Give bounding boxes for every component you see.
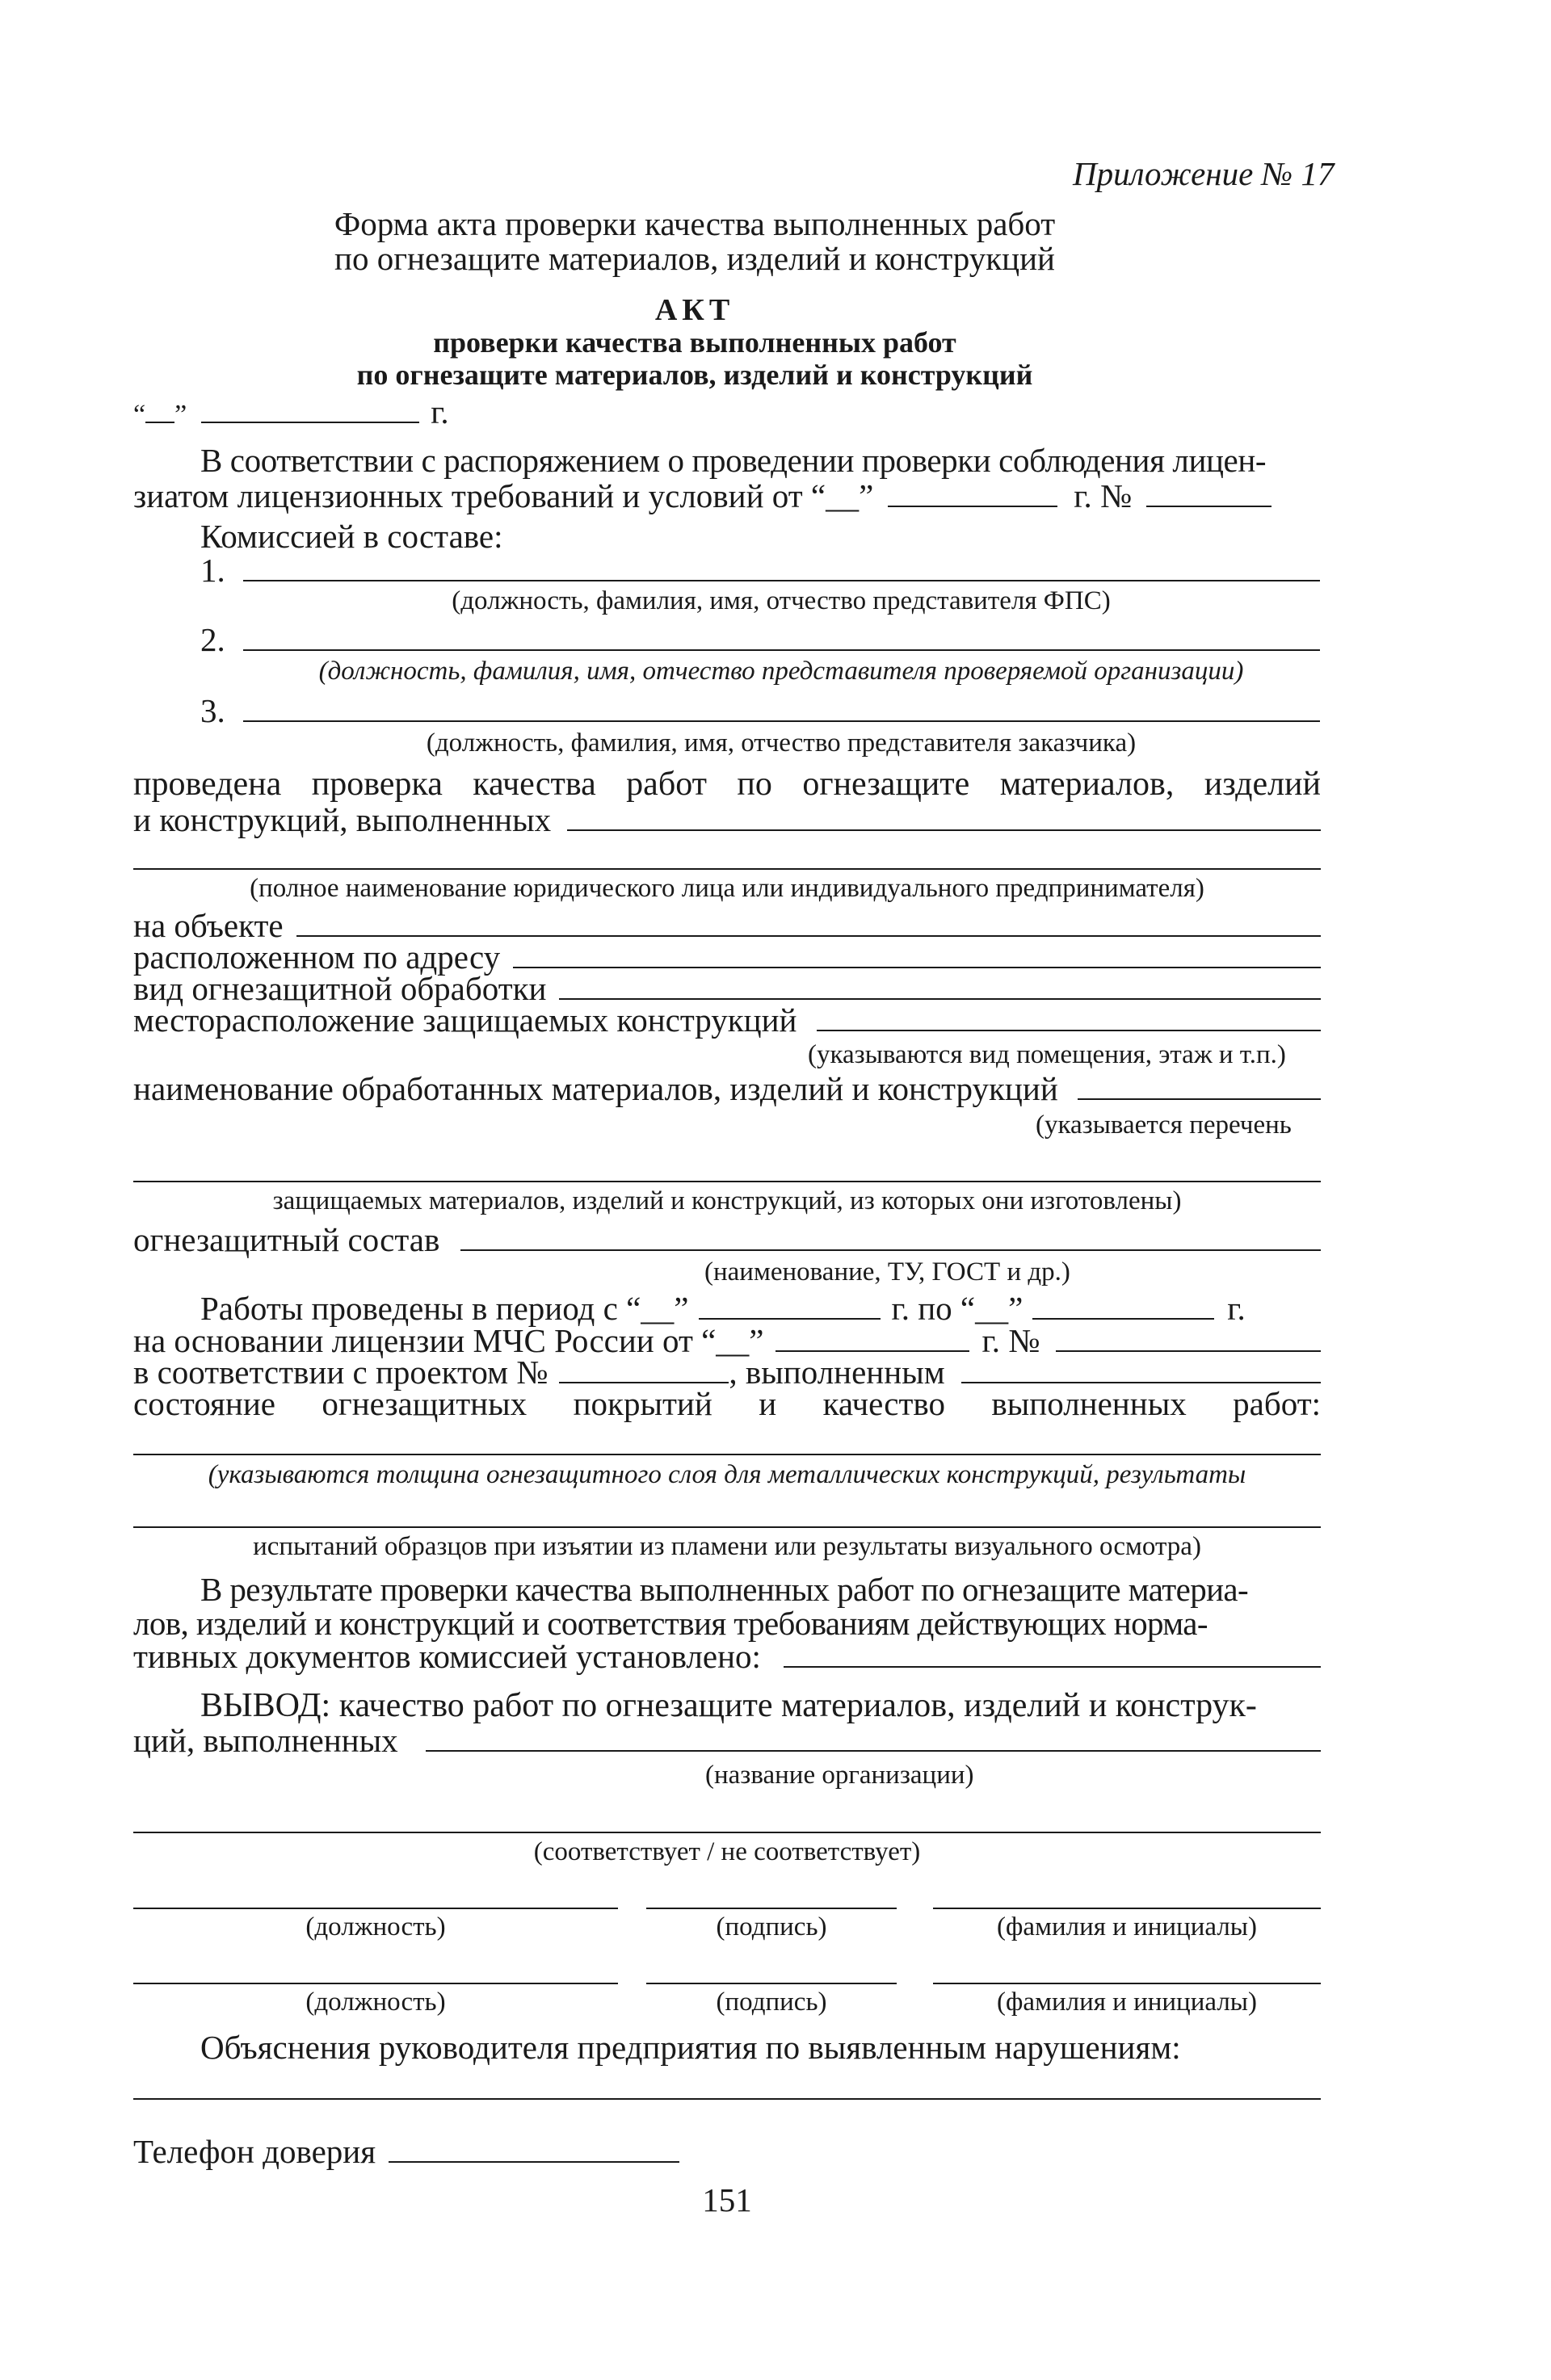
coating-state-caption-1: (указываются толщина огнезащитного слоя для металлических конструкций, результаты <box>208 1460 1246 1489</box>
address-field[interactable] <box>513 939 1321 968</box>
result-line-3 <box>133 1639 1321 1675</box>
member-1-field[interactable] <box>243 552 1320 581</box>
commission-member-2 <box>200 622 1320 658</box>
materials-field[interactable] <box>1078 1071 1321 1100</box>
member-2-field[interactable] <box>243 622 1320 651</box>
intro-line-2 <box>133 478 1321 514</box>
member-3-field[interactable] <box>243 693 1320 722</box>
member-2-caption: (должность, фамилия, имя, отчество представителя проверяемой организации) <box>318 657 1244 686</box>
composition-label: огнезащитный состав <box>133 1221 440 1258</box>
conclusion-org-field[interactable] <box>426 1723 1321 1752</box>
signature-1-position-field[interactable] <box>133 1908 618 1909</box>
inspection-line-1: проведена проверка качества работ по огнезащите материалов, изделий <box>133 766 1321 803</box>
license-date-field[interactable] <box>776 1323 969 1352</box>
location-label: месторасположение защищаемых конструкций <box>133 1001 797 1039</box>
signature-1-name-field[interactable] <box>933 1908 1321 1909</box>
commission-label: Комиссией в составе: <box>200 518 503 555</box>
object-label: на объекте <box>133 907 284 944</box>
license-number-field[interactable] <box>1056 1323 1321 1352</box>
date-open-quote: “ <box>133 400 146 430</box>
contractor-field-2[interactable] <box>133 868 1321 870</box>
hotline-row <box>133 2134 679 2170</box>
order-number-label: г. № <box>1074 477 1133 514</box>
result-line-3-text: тивных документов комиссией установлено: <box>133 1638 761 1675</box>
location-row <box>133 1002 1321 1039</box>
order-number-field[interactable] <box>1146 478 1271 507</box>
object-field[interactable] <box>296 908 1321 937</box>
conformity-caption: (соответствует / не соответствует) <box>533 1837 921 1866</box>
signature-1-sign-field[interactable] <box>646 1908 897 1909</box>
treatment-field[interactable] <box>559 971 1321 1000</box>
date-month-field[interactable] <box>201 394 419 423</box>
hotline-field[interactable] <box>389 2134 679 2163</box>
org-caption: (название организации) <box>705 1761 974 1790</box>
inspection-line-2 <box>133 802 1321 838</box>
materials-field-2[interactable] <box>133 1181 1321 1182</box>
period-to-label: г. по “__” <box>891 1290 1023 1327</box>
signature-2-sign-caption: (подпись) <box>716 1988 827 2017</box>
coating-state-field-2[interactable] <box>133 1526 1321 1528</box>
signature-2-position-caption: (должность) <box>305 1988 446 2017</box>
signature-1-name-caption: (фамилия и инициалы) <box>997 1912 1257 1941</box>
period-to-field[interactable] <box>1032 1291 1214 1320</box>
signature-1-position-caption: (должность) <box>305 1912 446 1941</box>
explanations-label: Объяснения руководителя предприятия по выявленным нарушениям: <box>200 2029 1181 2066</box>
member-3-caption: (должность, фамилия, имя, отчество представителя заказчика) <box>426 728 1137 758</box>
license-date-label: на основании лицензии МЧС России от “__” <box>133 1322 764 1359</box>
address-label: расположенном по адресу <box>133 938 501 976</box>
materials-caption-1: (указывается перечень <box>1036 1110 1292 1140</box>
coating-state-caption-2: испытаний образцов при изъятии из пламени или результаты визуального осмотра) <box>253 1532 1201 1561</box>
coating-state-field-1[interactable] <box>133 1454 1321 1455</box>
conclusion-line-1: ВЫВОД: качество работ по огнезащите материалов, изделий и конструк- <box>200 1687 1257 1724</box>
explanations-field[interactable] <box>133 2098 1321 2100</box>
conclusion-line-2-text: ций, выполненных <box>133 1722 398 1759</box>
contractor-field[interactable] <box>567 802 1321 831</box>
date-day-field[interactable] <box>145 394 174 423</box>
conformity-field[interactable] <box>133 1832 1321 1833</box>
result-line-2: лов, изделий и конструкций и соответствия требованиям действующих норма- <box>133 1605 1208 1642</box>
member-2-number: 2. <box>200 621 225 658</box>
member-3-number: 3. <box>200 692 225 729</box>
result-field[interactable] <box>784 1639 1321 1668</box>
hotline-label: Телефон доверия <box>133 2133 376 2170</box>
member-1-number: 1. <box>200 552 225 589</box>
page-number: 151 <box>702 2181 752 2218</box>
composition-field[interactable] <box>460 1222 1321 1251</box>
act-heading: АКТ <box>654 293 735 327</box>
composition-row <box>133 1222 1321 1258</box>
project-number-field[interactable] <box>559 1354 729 1383</box>
commission-member-3 <box>200 693 1320 729</box>
location-caption: (указываются вид помещения, этаж и т.п.) <box>808 1040 1286 1069</box>
date-close-quote: ” <box>174 400 187 430</box>
signature-2-sign-field[interactable] <box>646 1983 897 1984</box>
period-from-field[interactable] <box>699 1291 881 1320</box>
act-date-line <box>133 394 449 430</box>
treatment-label: вид огнезащитной обработки <box>133 970 547 1007</box>
order-date-field[interactable] <box>888 478 1057 507</box>
composition-caption: (наименование, ТУ, ГОСТ и др.) <box>704 1257 1070 1287</box>
result-line-1: В результате проверки качества выполненных работ по огнезащите материа- <box>200 1571 1249 1608</box>
form-title-line-2: по огнезащите материалов, изделий и конструкций <box>334 240 1055 277</box>
intro-line-2-text: зиатом лицензионных требований и условий от “__” <box>133 477 874 514</box>
period-from-label: Работы проведены в период с “__” <box>200 1290 689 1327</box>
location-field[interactable] <box>817 1002 1321 1031</box>
contractor-caption: (полное наименование юридического лица или индивидуального предпринимателя) <box>250 874 1204 903</box>
commission-member-1 <box>200 552 1320 589</box>
signature-2-name-field[interactable] <box>933 1983 1321 1984</box>
signature-2-name-caption: (фамилия и инициалы) <box>997 1988 1257 2017</box>
form-title-line-1: Форма акта проверки качества выполненных работ <box>334 205 1056 242</box>
coating-state-text: состояние огнезащитных покрытий и качество выполненных работ: <box>133 1385 1321 1422</box>
project-performer-label: , выполненным <box>729 1354 945 1391</box>
project-performer-field[interactable] <box>961 1354 1321 1383</box>
act-subtitle-1: проверки качества выполненных работ <box>433 326 956 359</box>
period-year-suffix: г. <box>1227 1290 1246 1327</box>
materials-label: наименование обработанных материалов, изделий и конструкций <box>133 1070 1058 1107</box>
act-subtitle-2: по огнезащите материалов, изделий и конструкций <box>356 359 1033 391</box>
inspection-line-2-text: и конструкций, выполненных <box>133 801 552 838</box>
member-1-caption: (должность, фамилия, имя, отчество представителя ФПС) <box>452 586 1111 615</box>
intro-line-1: В соответствии с распоряжением о проведении проверки соблюдения лицен- <box>200 442 1267 479</box>
appendix-label: Приложение № 17 <box>1073 155 1335 192</box>
signature-1-sign-caption: (подпись) <box>716 1912 827 1941</box>
materials-row <box>133 1071 1321 1107</box>
project-number-label: в соответствии с проектом № <box>133 1354 549 1391</box>
conclusion-line-2 <box>133 1723 1321 1759</box>
date-year-suffix: г. <box>431 393 449 430</box>
materials-caption-2: защищаемых материалов, изделий и конструкций, из которых они изготовлены) <box>272 1186 1182 1215</box>
signature-2-position-field[interactable] <box>133 1983 618 1984</box>
license-number-label: г. № <box>981 1322 1040 1359</box>
